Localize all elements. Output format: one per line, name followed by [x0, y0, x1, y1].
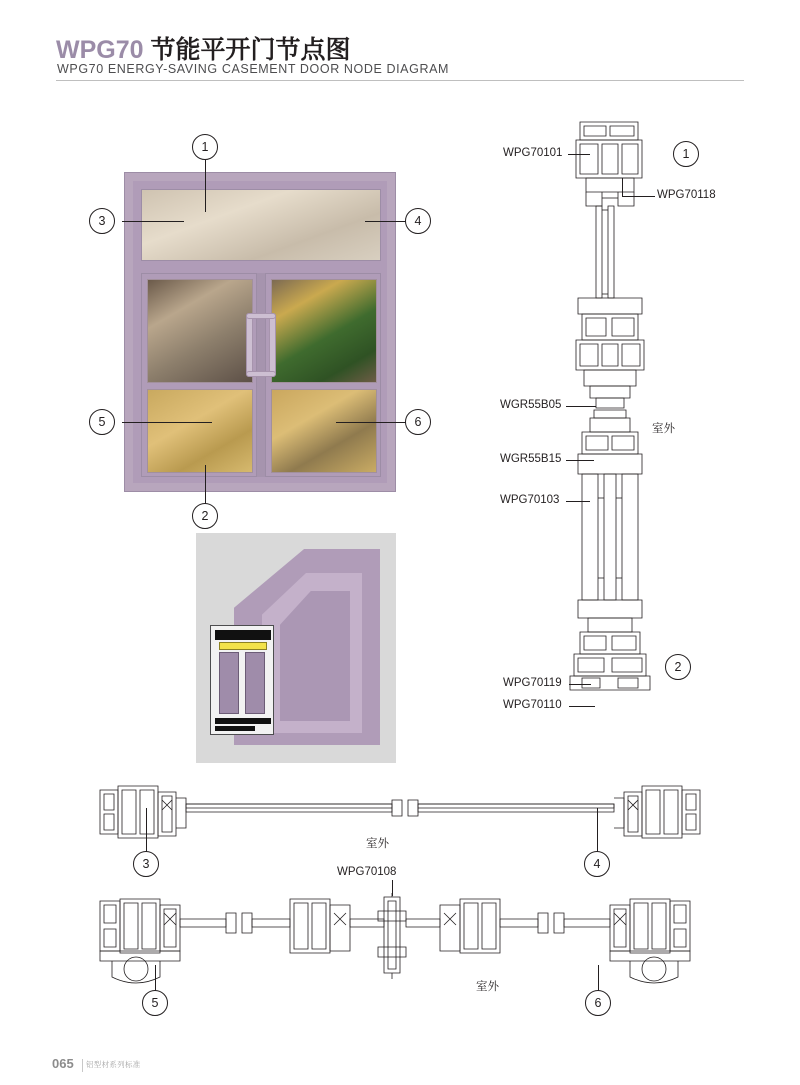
leader-wpg70118-v	[622, 178, 623, 197]
marker-4: 4	[405, 208, 431, 234]
marker-2-section: 2	[665, 654, 691, 680]
label-wpg70108: WPG70108	[337, 866, 397, 878]
page-footer	[0, 1041, 800, 1085]
leader-marker-5	[122, 422, 212, 423]
transom-glass	[141, 189, 381, 261]
page-header	[0, 0, 800, 86]
corner-profile-left	[219, 652, 239, 714]
horizontal-section-34	[92, 778, 708, 850]
label-outdoor-right: 室外	[652, 423, 675, 435]
page-title	[56, 30, 351, 66]
label-outdoor-mid: 室外	[366, 838, 389, 850]
leader-marker-6	[336, 422, 416, 423]
marker-2: 2	[192, 503, 218, 529]
label-wpg70110: WPG70110	[503, 699, 562, 711]
page-number: 065	[52, 1056, 74, 1071]
marker-6: 6	[405, 409, 431, 435]
corner-profile-right	[245, 652, 265, 714]
door-leaf-right	[265, 273, 381, 477]
label-wpg70119: WPG70119	[503, 677, 562, 689]
leader-wpg70108	[392, 880, 393, 896]
door-leaf-left	[141, 273, 257, 477]
leader-wgr55b05	[566, 406, 596, 407]
door-handle-right	[269, 313, 276, 377]
marker-4-section: 4	[584, 851, 610, 877]
leader-wpg70101	[568, 154, 590, 155]
leader-marker-3-section	[146, 808, 147, 852]
marker-3: 3	[89, 208, 115, 234]
leader-wpg70103	[566, 501, 590, 502]
marker-6-section: 6	[585, 990, 611, 1016]
leader-wgr55b15	[566, 460, 594, 461]
label-wgr55b05: WGR55B05	[500, 399, 562, 411]
door-handle-left	[246, 313, 253, 377]
footer-note: 铝型材系列标准	[86, 1060, 141, 1069]
corner-cut-sill	[215, 726, 255, 731]
marker-5: 5	[89, 409, 115, 435]
label-wpg70118: WPG70118	[657, 189, 716, 201]
leader-marker-5-section	[155, 965, 156, 991]
leader-marker-2	[205, 465, 206, 505]
door-photo	[124, 172, 396, 492]
marker-5-section: 5	[142, 990, 168, 1016]
leader-marker-1	[205, 160, 206, 212]
marker-3-section: 3	[133, 851, 159, 877]
leader-marker-3	[122, 221, 184, 222]
marker-1-section: 1	[673, 141, 699, 167]
leaf-left-upper-glass	[147, 279, 253, 383]
label-wgr55b15: WGR55B15	[500, 453, 562, 465]
corner-section-cut	[210, 625, 274, 735]
door-handle-bottom-bar	[246, 371, 276, 377]
leader-wpg70119	[569, 684, 591, 685]
corner-cut-top	[215, 630, 271, 640]
door-handle-top-bar	[246, 313, 276, 319]
leaf-left-lower-glass	[147, 389, 253, 473]
leaf-right-lower-glass	[271, 389, 377, 473]
label-wpg70103: WPG70103	[500, 494, 560, 506]
corner-render-photo	[196, 533, 396, 763]
leader-marker-4-section	[597, 808, 598, 852]
leader-wpg70110	[569, 706, 595, 707]
marker-1: 1	[192, 134, 218, 160]
horizontal-section-56	[92, 893, 708, 985]
title-english: WPG70 ENERGY-SAVING CASEMENT DOOR NODE DIAGRAM	[57, 62, 450, 76]
title-product-code: WPG70	[56, 36, 144, 64]
leader-wpg70118-h	[622, 196, 655, 197]
footer-divider	[82, 1059, 83, 1072]
leader-marker-6-section	[598, 965, 599, 991]
header-divider	[56, 80, 744, 81]
corner-cut-bottom	[215, 718, 271, 724]
door-leaves	[141, 273, 381, 477]
title-chinese: 节能平开门节点图	[150, 36, 351, 64]
label-wpg70101: WPG70101	[503, 147, 563, 159]
corner-thermal-break	[219, 642, 267, 650]
vertical-section-drawing	[556, 118, 666, 718]
label-outdoor-bottom: 室外	[476, 981, 499, 993]
leaf-right-upper-glass	[271, 279, 377, 383]
